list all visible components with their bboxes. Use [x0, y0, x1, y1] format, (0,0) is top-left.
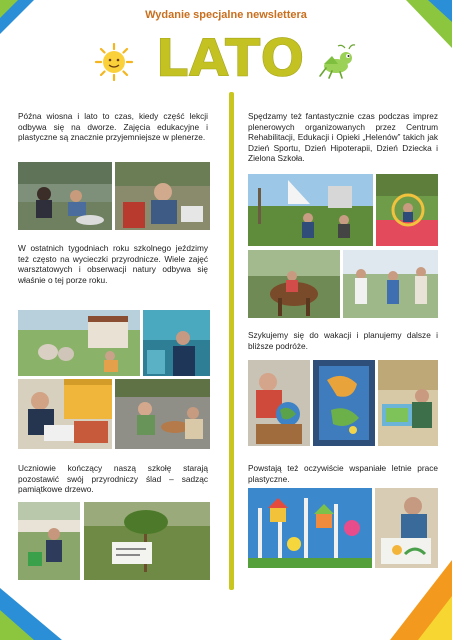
photo-travel-map-art	[313, 360, 375, 446]
left-paragraph-outdoor-lessons: Późna wiosna i lato to czas, kiedy część lekcji odbywa się na dworze. Zajęcia edukacyjne i plastyczne są znacznie przyjemniejsze w plenerze.	[18, 111, 208, 143]
left-paragraph-tree-planting: Uczniowie kończący naszą szkołę starają pozostawić swój przyrodniczy ślad – sadząc pamiątkowe drzewo.	[18, 463, 208, 495]
photo-outdoor-lesson-2	[115, 162, 210, 230]
photo-outdoor-lesson-1	[18, 162, 112, 230]
corner-decoration-top-right	[392, 0, 452, 50]
newsletter-subtitle: Wydanie specjalne newslettera	[145, 9, 307, 21]
left-paragraph-nature-trips: W ostatnich tygodniach roku szkolnego jeździmy też często na wycieczki przyrodnicze. Wiele zajęć warsztatowych i obserwacji natury odbywa się właśnie o tej porze roku.	[18, 243, 208, 285]
masthead-title	[155, 26, 305, 89]
right-paragraph-holidays: Szykujemy się do wakacji i planujemy dalsze i bliższe podróże.	[248, 330, 438, 351]
masthead-text: LATO	[155, 29, 305, 89]
right-paragraph-events: Spędzamy też fantastycznie czas podczas imprez plenerowych organizowanych przez Centrum Rehabilitacji, Edukacji i Opieki „Helenów” takich jak Dzień Sportu, Dzień Hipoterapii, Dzień Dziecka i Zielona Szkoła.	[248, 111, 438, 164]
photo-childrens-day	[343, 250, 438, 318]
column-divider	[229, 92, 234, 590]
photo-hippotherapy	[248, 250, 340, 318]
photo-travel-globe	[248, 360, 310, 446]
photo-workshop-2	[115, 379, 210, 449]
photo-event-hoop	[376, 174, 438, 246]
photo-summer-art-birdhouses	[248, 488, 372, 568]
photo-event-outdoor	[248, 174, 373, 246]
photo-tree-planting-2	[84, 502, 210, 580]
grasshopper-icon	[318, 44, 356, 80]
photo-nature-trip-animals	[18, 310, 140, 376]
photo-workshop-1	[18, 379, 112, 449]
photo-summer-art-painting	[375, 488, 438, 568]
sun-icon	[94, 42, 134, 82]
right-paragraph-art: Powstają też oczywiście wspaniałe letnie prace plastyczne.	[248, 463, 438, 484]
corner-decoration-bottom-right	[382, 560, 452, 640]
photo-nature-trip-aquarium	[143, 310, 210, 376]
photo-tree-planting-1	[18, 502, 80, 580]
corner-decoration-bottom-left	[0, 580, 70, 640]
photo-travel-map-reading	[378, 360, 438, 446]
